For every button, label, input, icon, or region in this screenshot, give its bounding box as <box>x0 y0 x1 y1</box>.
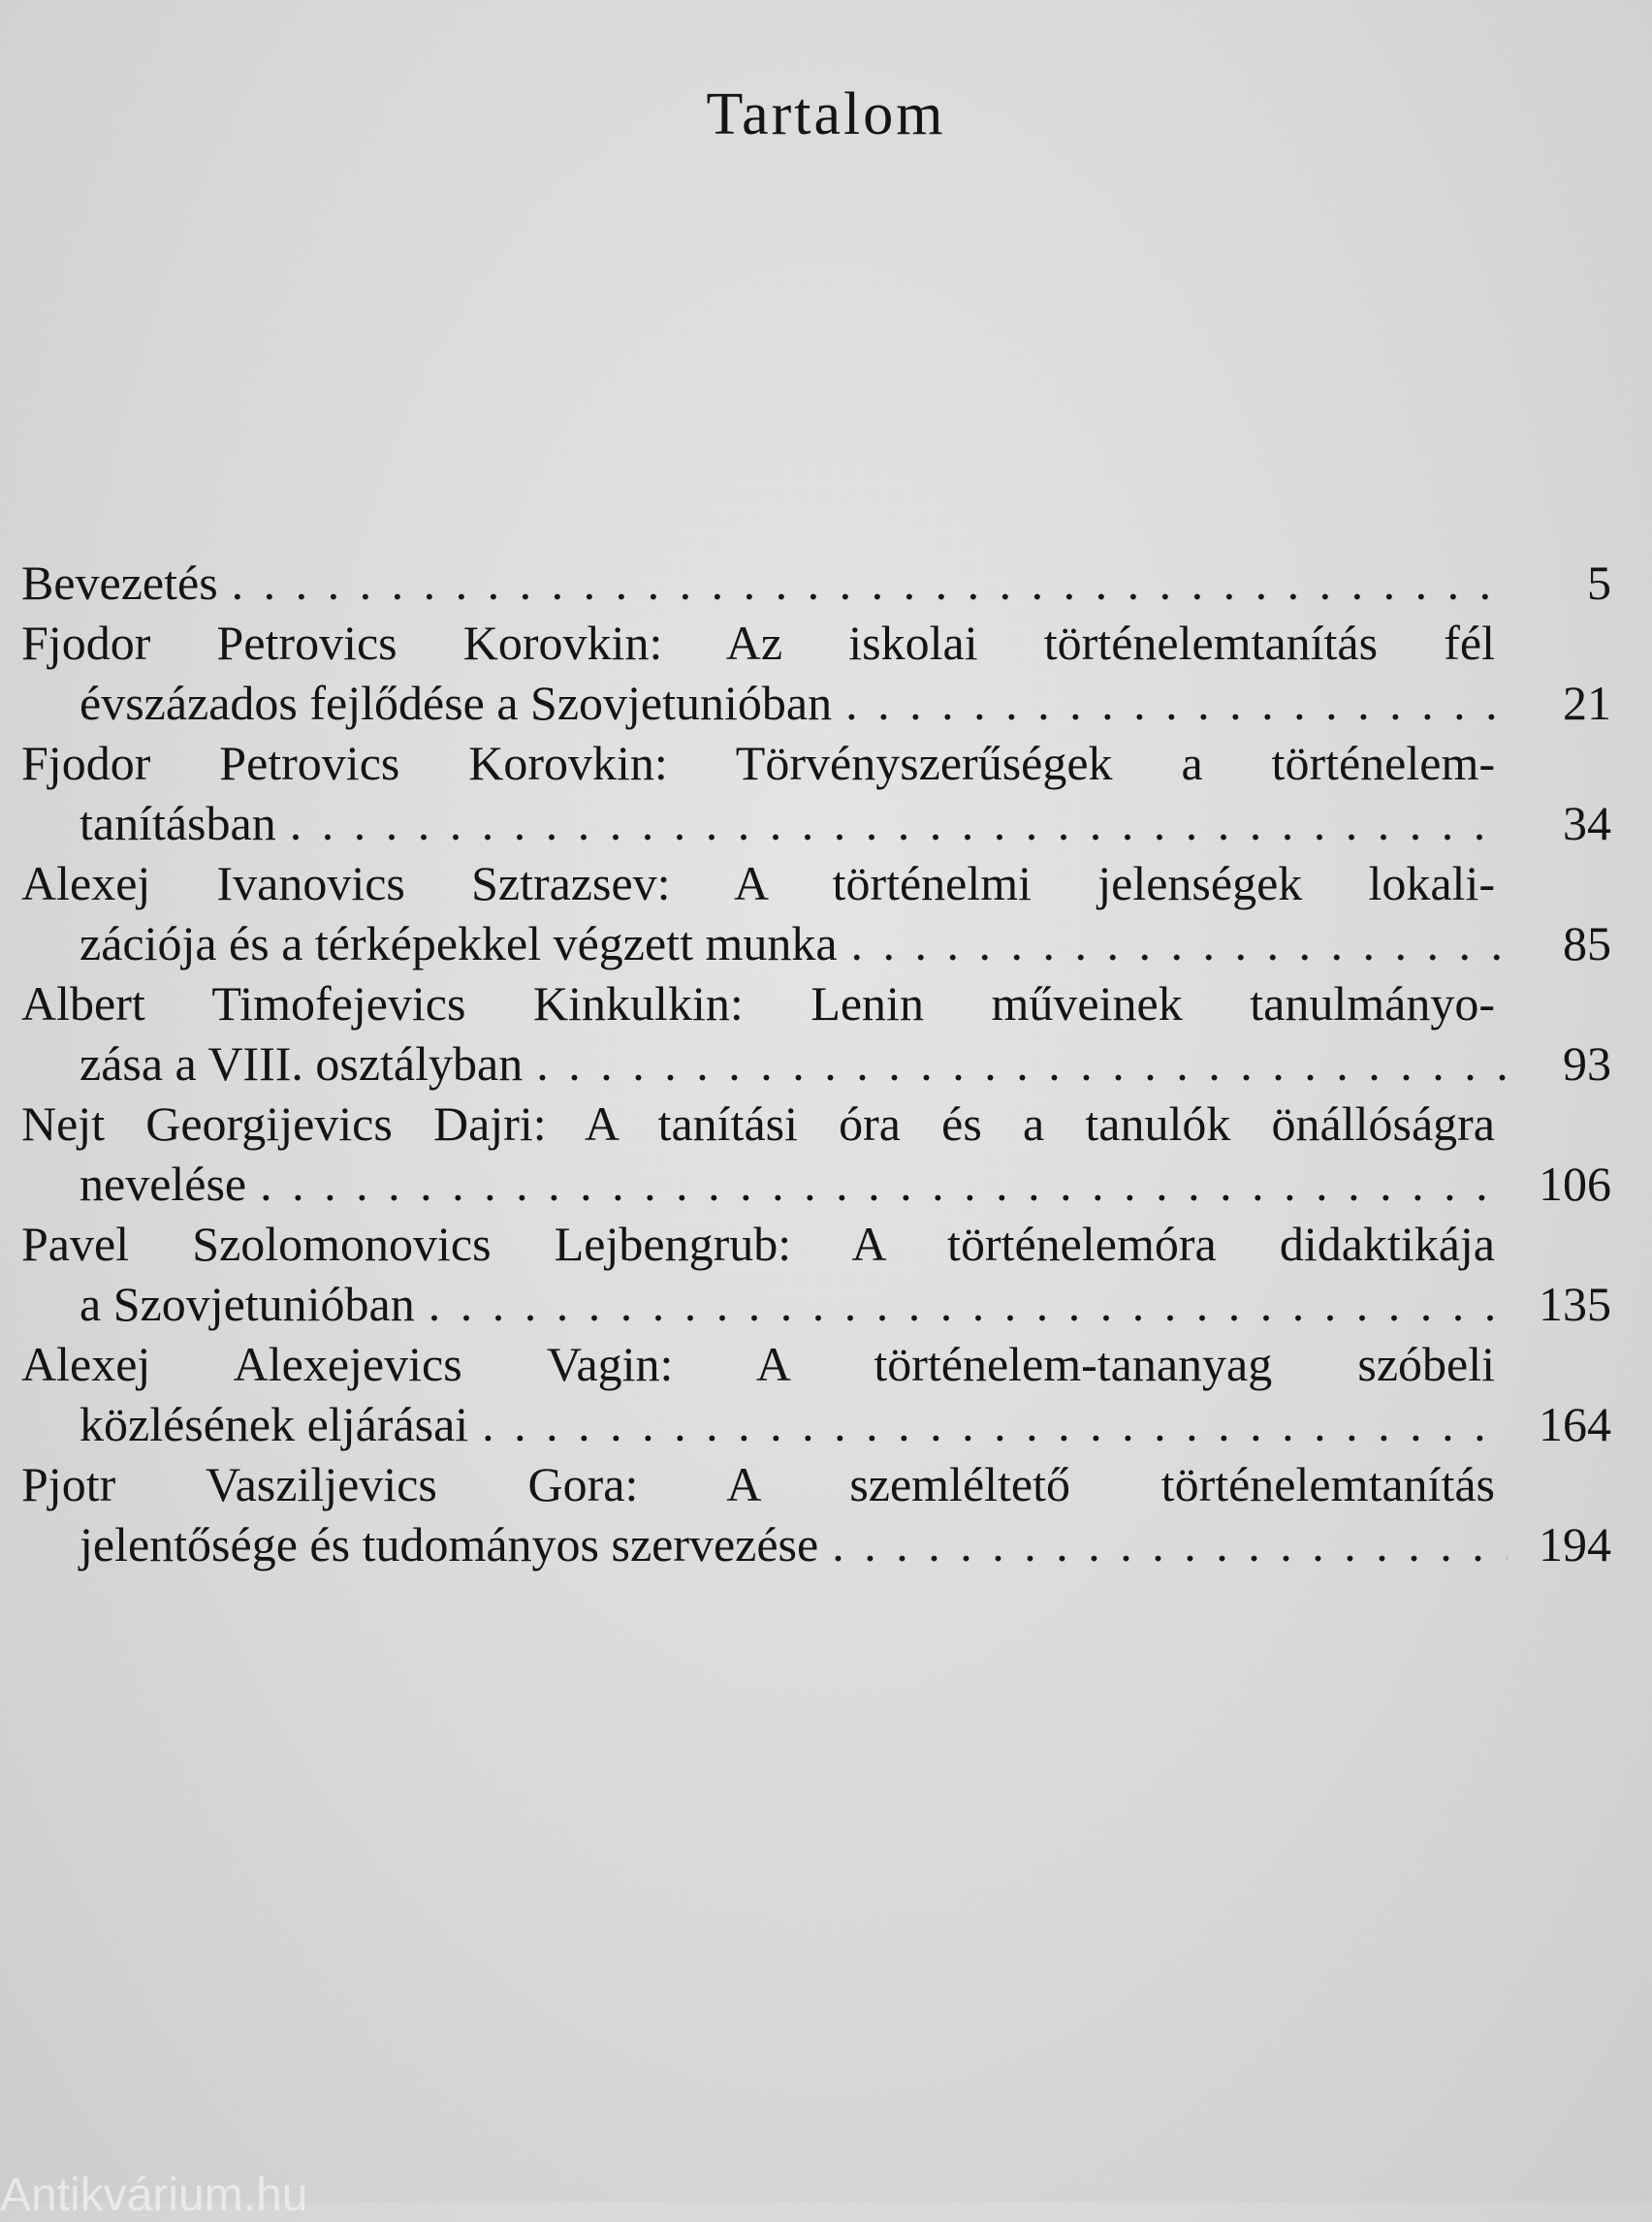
dot-leader <box>832 1514 1508 1574</box>
toc-entry-title-continued: zációja és a térképekkel végzett munka <box>79 916 838 970</box>
toc-entry-title: Pavel Szolomonovics Lejbengrub: A történelemóra didaktikája <box>21 1217 1495 1271</box>
toc-entry <box>21 613 1611 733</box>
watermark: Antikvárium.hu <box>0 2170 308 2221</box>
toc-entry-title: Pjotr Vasziljevics Gora: A szemléltető történelemtanítás <box>21 1457 1495 1511</box>
toc-page-number: 5 <box>1587 556 1611 610</box>
toc-line <box>21 1514 1611 1574</box>
dot-leader <box>429 1274 1508 1334</box>
toc-entry-title-continued: évszázados fejlődése a Szovjetunióban <box>79 676 833 730</box>
toc-entry-title-continued: nevelése <box>79 1157 247 1211</box>
toc-entry-title: Fjodor Petrovics Korovkin: Törvényszerűségek a történelem- <box>21 736 1495 790</box>
toc-page-number: 85 <box>1563 916 1611 970</box>
toc-entry-title: Albert Timofejevics Kinkulkin: Lenin műveinek tanulmányo- <box>21 976 1495 1031</box>
toc-line <box>21 1274 1611 1334</box>
toc-entry-title-continued: zása a VIII. osztályban <box>79 1036 524 1091</box>
toc-entry-title-continued: közlésének eljárásai <box>79 1397 469 1451</box>
toc-entry-title: Alexej Ivanovics Sztrazsev: A történelmi jelenségek lokali- <box>21 856 1495 910</box>
toc-line <box>21 913 1611 973</box>
toc-line <box>21 553 1611 613</box>
toc-page-number: 21 <box>1563 676 1611 730</box>
toc-entry <box>21 1094 1611 1214</box>
toc-entry-title: Alexej Alexejevics Vagin: A történelem-tananyag szóbeli <box>21 1337 1495 1391</box>
toc-entry-title-continued: jelentősége és tudományos szervezése <box>79 1517 819 1571</box>
toc-line <box>21 1033 1611 1094</box>
toc-page-number: 34 <box>1563 796 1611 850</box>
toc-page-number: 106 <box>1539 1157 1611 1211</box>
dot-leader <box>482 1394 1508 1454</box>
toc-page-number: 93 <box>1563 1036 1611 1091</box>
page-title: Tartalom <box>706 81 946 147</box>
toc-entry <box>21 1454 1611 1574</box>
toc-entry <box>21 973 1611 1094</box>
toc-line <box>21 1394 1611 1454</box>
toc-line <box>21 1154 1611 1214</box>
toc-entry-title-continued: tanításban <box>79 796 276 850</box>
toc-entry <box>21 853 1611 973</box>
toc-entry-title-continued: a Szovjetunióban <box>79 1277 415 1331</box>
dot-leader <box>232 553 1508 613</box>
toc-entry <box>21 1334 1611 1454</box>
dot-leader <box>290 793 1508 853</box>
toc-entry <box>21 1214 1611 1334</box>
toc-page-number: 164 <box>1539 1397 1611 1451</box>
toc-entry <box>21 733 1611 853</box>
dot-leader <box>536 1033 1508 1094</box>
toc-entry <box>21 553 1611 613</box>
toc-entry-title: Fjodor Petrovics Korovkin: Az iskolai történelemtanítás fél <box>21 616 1495 670</box>
dot-leader <box>851 913 1508 973</box>
dot-leader <box>845 673 1508 733</box>
toc-line <box>21 793 1611 853</box>
toc-page-number: 135 <box>1539 1277 1611 1331</box>
dot-leader <box>260 1154 1508 1214</box>
toc-page-number: 194 <box>1539 1517 1611 1571</box>
toc-entry-title: Nejt Georgijevics Dajri: A tanítási óra és a tanulók önállóságra <box>21 1096 1495 1151</box>
toc-list <box>21 553 1611 1574</box>
toc-entry-title: Bevezetés <box>21 556 218 610</box>
toc-line <box>21 673 1611 733</box>
